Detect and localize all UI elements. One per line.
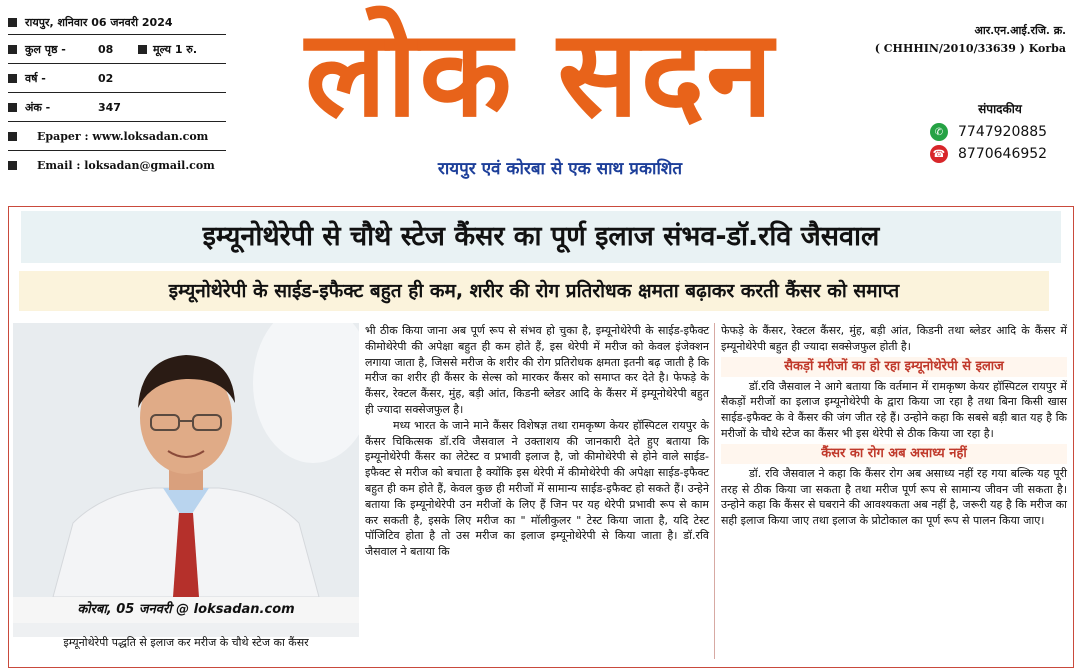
date-text: रायपुर, शनिवार 06 जनवरी 2024 (25, 15, 173, 29)
paragraph: मध्य भारत के जाने माने कैंसर विशेषज्ञ तथा रामकृष्ण केयर हॉस्पिटल रायपुर के कैंसर चिकित्सक डॉ.रवि जैसवाल ने उक्ताशय की जानकारी देते हुए बताया कि इम्यूनोथेरेपी कैंसर का लेटेस्ट व प्रभावी इलाज है, जो कीमोथेरेपी से होने वाले साईड-इफैक्ट से मरीज को बचाता है क्योंकि इस थेरेपी में कीमोथेरेपी की अपेक्षा साईड-इफैक्ट बहुत ही कम होते हैं, केवल कुछ ही मरीजों में सामान्य साईड-इफैक्ट हो सकते हैं। उन्हेने बताया कि इम्यूनोथेरेपी उन मरीजों के लिए हैं जिन पर यह थेरेपी प्रभावी रूप से काम कर सकती है, इसके लिए मरीज का " मॉलीकुलर " टेस्ट किया जाता है, यदि टेस्ट पॉजिटिव होता है तो उस मरीज का इलाज इम्यूनोथेरेपी से किया जाता है। डॉ.रवि जैसवाल ने बताया कि (365, 418, 709, 559)
article-column-2 (721, 323, 1067, 529)
bullet-square-icon (138, 45, 147, 54)
year-label: वर्ष - (25, 71, 46, 85)
year-row (8, 63, 226, 92)
date-line (8, 10, 226, 34)
photo-caption: कोरबा, 05 जनवरी @ loksadan.com (13, 597, 359, 623)
column-divider (714, 323, 715, 659)
bullet-square-icon (8, 132, 17, 141)
price-text: मूल्य 1 रु. (153, 42, 198, 56)
registration-info (856, 22, 1066, 58)
bullet-square-icon (8, 74, 17, 83)
crosshead-2: कैंसर का रोग अब असाध्य नहीं (721, 444, 1067, 464)
doctor-photo (13, 323, 359, 637)
email-link[interactable]: Email : loksadan@gmail.com (37, 158, 215, 172)
issue-info-box (8, 10, 226, 179)
issue-row (8, 92, 226, 121)
bullet-square-icon (8, 18, 17, 27)
whatsapp-contact[interactable] (930, 123, 1070, 141)
bullet-square-icon (8, 45, 17, 54)
crosshead-1: सैकड़ों मरीजों का हो रहा इम्यूनोथेरेपी से इलाज (721, 357, 1067, 377)
year-value: 02 (98, 71, 114, 85)
email-row[interactable] (8, 150, 226, 179)
bullet-square-icon (8, 161, 17, 170)
pages-row (8, 34, 226, 63)
masthead (0, 0, 1080, 205)
article-headline: इम्यूनोथेरेपी से चौथे स्टेज कैंसर का पूर्ण इलाज संभव-डॉ.रवि जैसवाल (21, 211, 1061, 263)
doctor-portrait-illustration (13, 323, 359, 597)
article-frame (8, 206, 1074, 668)
paragraph: फेफड़े के कैंसर, रेक्टल कैंसर, मुंह, बड़ी आंत, किडनी तथा ब्लेडर आदि के कैंसर में इम्यूनोथेरेपी बहुत ही ज्यादा सक्सेजफुल होती है। (721, 324, 1067, 353)
paragraph: डॉ.रवि जैसवाल ने आगे बताया कि वर्तमान में रामकृष्ण केयर हॉस्पिटल रायपुर में सैकड़ों मरीजों का इलाज इम्यूनोथेरेपी के द्वारा किया जा रहा है तथा बिना किसी खास साईड-इफैक्ट के वे कैंसर की जंग जीत रहे हैं। उन्होने कहा कि सबसे बड़ी बात यह है कि मरीजों के चौथे स्टेज का कैंसर भी इस थेरेपी से ठीक किया जा रहा है। (721, 379, 1067, 440)
editorial-contact (930, 100, 1070, 167)
paragraph: भी ठीक किया जाना अब पूर्ण रूप से संभव हो चुका है, इम्यूनोथेरेपी के साईड-इफैक्ट कीमोथेरेपी की अपेक्षा बहुत ही कम होते हैं, इस थेरेपी में मरीज को केवल इंजेक्शन लगाया जाता है, जिससे मरीज के शरीर की रोग प्रतिरोधक क्षमता इतनी बढ़ जाती है कि मरीज का शरीर ही कैंसर के सेल्स को मारकर कैंसर को समाप्त कर देते है। फेफड़े के कैंसर, रेक्टल कैंसर, मुंह, बड़ी आंत, किडनी ब्लेडर आदि के कैंसर में इम्यूनोथेरेपी बहुत ही ज्यादा सक्सेजफुल है। (365, 324, 709, 416)
editorial-label: संपादकीय (978, 102, 1022, 116)
phone-number-2[interactable]: 8770646952 (958, 146, 1048, 162)
issue-label: अंक - (25, 100, 51, 114)
phone-icon: ☎ (930, 145, 948, 163)
phone-contact[interactable] (930, 145, 1070, 163)
article-subheadline: इम्यूनोथेरेपी के साईड-इफैक्ट बहुत ही कम, शरीर की रोग प्रतिरोधक क्षमता बढ़ाकर करती कैंसर को समाप्त (19, 271, 1049, 311)
newspaper-logo: लोक सदन (305, 5, 775, 144)
price-block (138, 42, 197, 57)
whatsapp-icon: ✆ (930, 123, 948, 141)
pages-value: 08 (98, 42, 114, 56)
epaper-row[interactable] (8, 121, 226, 150)
phone-number-1[interactable]: 7747920885 (958, 124, 1048, 140)
article-column-1 (365, 323, 709, 560)
tagline: रायपुर एवं कोरबा से एक साथ प्रकाशित (437, 159, 683, 179)
registration-number: ( CHHHIN/2010/33639 ) Korba (874, 42, 1066, 55)
epaper-link[interactable]: Epaper : www.loksadan.com (37, 129, 209, 143)
pages-label: कुल पृष्ठ - (25, 42, 66, 56)
photo-subcaption: इम्यूनोथेरेपी पद्धति से इलाज कर मरीज के चौथे स्टेज का कैंसर (63, 636, 309, 649)
bullet-square-icon (8, 103, 17, 112)
paragraph: डॉ. रवि जैसवाल ने कहा कि कैंसर रोग अब असाध्य नहीं रह गया बल्कि यह पूरी तरह से ठीक किया जा सकता है तथा मरीज पूर्ण रूप से सामान्य जीवन जी सकता है। उन्होने कहा कि कैंसर से घबराने की आवश्यकता अब नहीं है, जरूरी यह है कि मरीज का सही इलाज किया जाए तथा इलाज के प्रोटोकाल का पूर्ण रूप से पालन किया जाए। (721, 466, 1067, 528)
registration-label: आर.एन.आई.रजि. क्र. (974, 24, 1066, 37)
issue-value: 347 (98, 100, 121, 114)
